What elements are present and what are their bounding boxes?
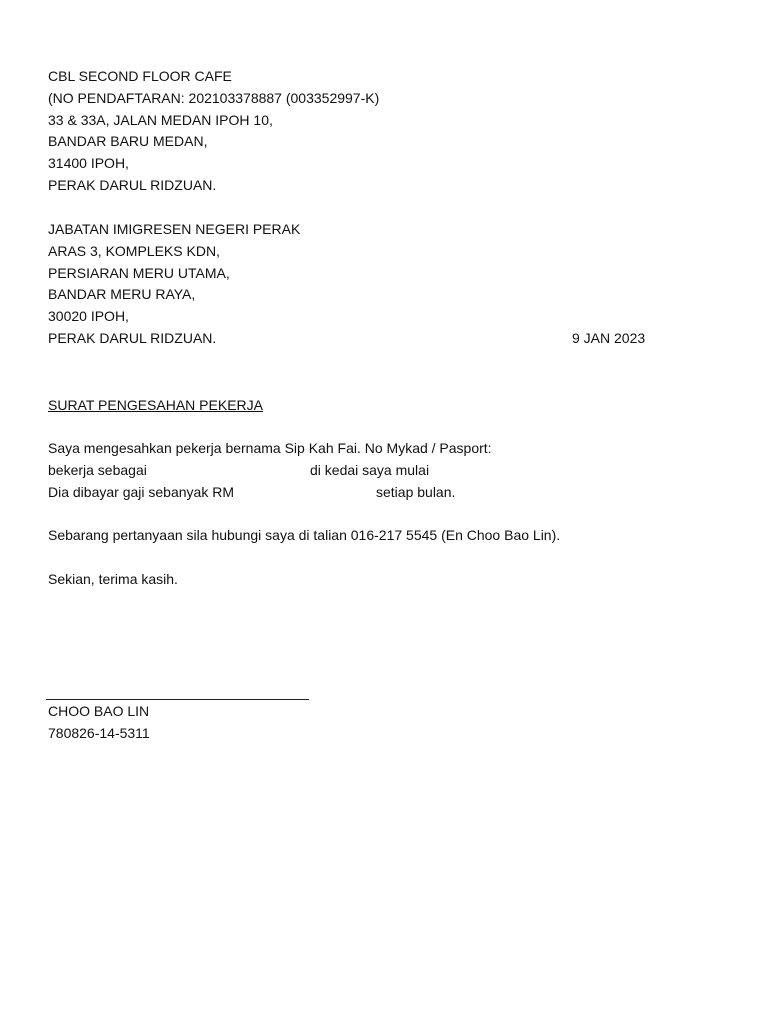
body-line-employee: Saya mengesahkan pekerja bernama Sip Kah Fai. No Mykad / Pasport: xyxy=(48,440,492,456)
recipient-street: PERSIARAN MERU UTAMA, xyxy=(48,264,230,281)
body-line-salary xyxy=(48,482,492,504)
sender-registration: (NO PENDAFTARAN: 202103378887 (003352997-K) xyxy=(48,89,380,106)
recipient-building: ARAS 3, KOMPLEKS KDN, xyxy=(48,242,220,259)
sender-address xyxy=(48,66,379,197)
body-line-position xyxy=(48,460,492,482)
letter-subject: SURAT PENGESAHAN PEKERJA xyxy=(48,397,263,413)
salary-label: Dia dibayar gaji sebanyak RM xyxy=(48,483,234,500)
sender-street: 33 & 33A, JALAN MEDAN IPOH 10, xyxy=(48,111,273,128)
position-label: bekerja sebagai xyxy=(48,461,147,478)
salary-frequency-label: setiap bulan. xyxy=(376,483,456,500)
letter-body xyxy=(48,438,492,503)
recipient-area: BANDAR MERU RAYA, xyxy=(48,286,196,303)
recipient-name: JABATAN IMIGRESEN NEGERI PERAK xyxy=(48,221,301,237)
sender-area: BANDAR BARU MEDAN, xyxy=(48,133,208,150)
sender-state: PERAK DARUL RIDZUAN. xyxy=(48,176,217,193)
contact-paragraph: Sebarang pertanyaan sila hubungi saya di talian 016-217 5545 (En Choo Bao Lin). xyxy=(48,527,561,543)
letter-date: 9 JAN 2023 xyxy=(572,330,646,346)
signatory-name: CHOO BAO LIN xyxy=(48,703,150,719)
signatory-id: 780826-14-5311 xyxy=(48,724,150,741)
signatory-block xyxy=(48,701,150,745)
signature-line xyxy=(46,699,309,700)
sender-postcode-city: 31400 IPOH, xyxy=(48,155,129,172)
sender-name: CBL SECOND FLOOR CAFE xyxy=(48,68,232,84)
recipient-address xyxy=(48,219,300,350)
closing-paragraph: Sekian, terima kasih. xyxy=(48,571,178,587)
start-date-label: di kedai saya mulai xyxy=(310,461,430,478)
recipient-state: PERAK DARUL RIDZUAN. xyxy=(48,329,217,346)
recipient-postcode-city: 30020 IPOH, xyxy=(48,308,129,325)
